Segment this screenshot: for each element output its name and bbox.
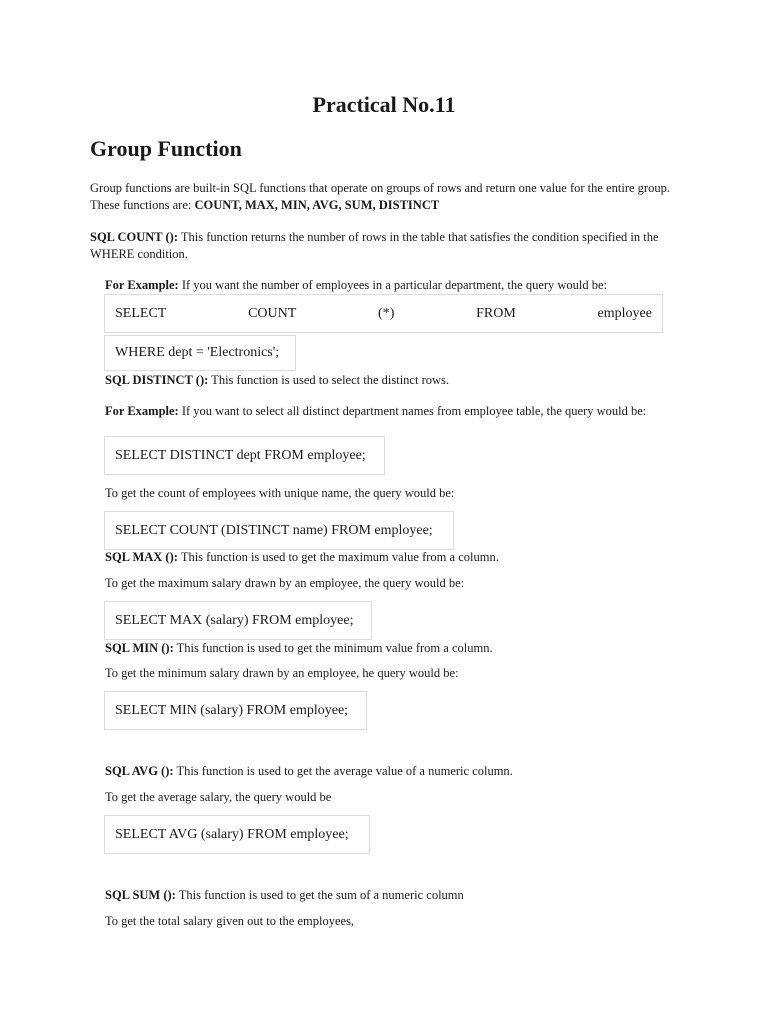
sum-description — [105, 887, 464, 904]
distinct-count-code-box: SELECT COUNT (DISTINCT name) FROM employee; — [104, 511, 454, 550]
sum-text: This function is used to get the sum of a numeric column — [175, 888, 464, 902]
count-example-text: If you want the number of employees in a particular department, the query would be: — [178, 278, 608, 292]
code-token: employee — [597, 305, 652, 321]
min-label: SQL MIN (): — [105, 641, 174, 655]
code-token: FROM — [476, 305, 516, 321]
distinct-label: SQL DISTINCT (): — [105, 373, 209, 387]
intro-paragraph — [90, 180, 680, 214]
distinct-description — [105, 372, 449, 389]
min-description — [105, 640, 493, 657]
min-code-box: SELECT MIN (salary) FROM employee; — [104, 691, 367, 730]
max-code-box: SELECT MAX (salary) FROM employee; — [104, 601, 372, 640]
max-description — [105, 549, 499, 566]
min-text: This function is used to get the minimum value from a column. — [173, 641, 493, 655]
avg-label: SQL AVG (): — [105, 764, 174, 778]
code-token: SELECT — [115, 305, 167, 321]
avg-note: To get the average salary, the query would be — [105, 790, 332, 804]
avg-description — [105, 763, 513, 780]
distinct-example-label: For Example: — [105, 404, 179, 418]
count-code-box — [104, 294, 663, 333]
count-description — [90, 229, 680, 263]
max-text: This function is used to get the maximum value from a column. — [177, 550, 499, 564]
count-label: SQL COUNT (): — [90, 230, 178, 244]
page-title: Practical No.11 — [312, 92, 456, 117]
distinct-count-note: To get the count of employees with unique name, the query would be: — [105, 486, 455, 500]
intro-function-list: COUNT, MAX, MIN, AVG, SUM, DISTINCT — [194, 198, 440, 212]
avg-code-box: SELECT AVG (salary) FROM employee; — [104, 815, 370, 854]
distinct-example-text: If you want to select all distinct department names from employee table, the query would be: — [178, 404, 647, 418]
count-text: This function returns the number of rows in the table that satisfies the condition specified in the WHERE condition. — [90, 230, 659, 261]
min-note: To get the minimum salary drawn by an employee, he query would be: — [105, 666, 459, 680]
count-example-label: For Example: — [105, 278, 179, 292]
count-code-box-line2: WHERE dept = 'Electronics'; — [104, 335, 296, 371]
code-token: COUNT — [248, 305, 297, 321]
max-label: SQL MAX (): — [105, 550, 178, 564]
distinct-code-box: SELECT DISTINCT dept FROM employee; — [104, 436, 385, 475]
intro-text: Group functions are built-in SQL functions that operate on groups of rows and return one value for the entire group. These functions are: — [90, 181, 670, 212]
avg-text: This function is used to get the average value of a numeric column. — [173, 764, 513, 778]
sum-note: To get the total salary given out to the employees, — [105, 914, 355, 928]
max-note: To get the maximum salary drawn by an employee, the query would be: — [105, 576, 465, 590]
count-example — [105, 277, 607, 294]
section-heading: Group Function — [90, 136, 242, 161]
sum-label: SQL SUM (): — [105, 888, 176, 902]
distinct-text: This function is used to select the distinct rows. — [208, 373, 449, 387]
distinct-example — [105, 403, 680, 420]
code-token: (*) — [378, 305, 395, 321]
